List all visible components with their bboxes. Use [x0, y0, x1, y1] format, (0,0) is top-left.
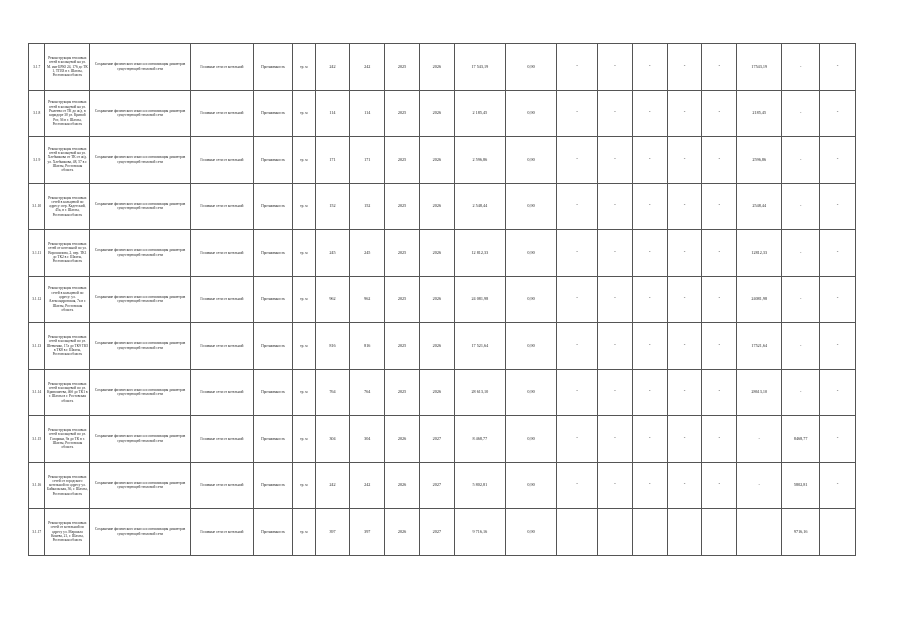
- value-after: 242: [350, 44, 385, 91]
- year-cost-4: -: [667, 462, 702, 509]
- row-number: 3.1.16: [29, 462, 45, 509]
- year-cost-3: -: [632, 137, 667, 184]
- table-row: [29, 183, 856, 230]
- object-name: Реконструкция тепловых сетей в кольцевой на ул. Рылеева от ТК до ж/д. в коридоре 30 ул. Кривой Рог, 36 в г. Шахты, Ростовская область: [45, 90, 90, 137]
- start-year: 2026: [385, 462, 420, 509]
- year-cost-3: -: [632, 230, 667, 277]
- year-cost-4: [667, 509, 702, 556]
- year-cost-5: -: [702, 183, 737, 230]
- year-cost-5: -: [702, 44, 737, 91]
- year-cost-3: -: [632, 369, 667, 416]
- document-sheet: [28, 43, 856, 555]
- network-type: Головные сети от котельной: [190, 183, 253, 230]
- value-after: 114: [350, 90, 385, 137]
- total-cost: 2 185,45: [454, 90, 505, 137]
- year-cost-5: -: [702, 323, 737, 370]
- year-cost-6: 12812,33: [737, 230, 782, 277]
- value-after: 764: [350, 369, 385, 416]
- year-cost-5: -: [702, 416, 737, 463]
- year-cost-3: [632, 509, 667, 556]
- year-cost-2: [598, 509, 633, 556]
- year-cost-7: -: [782, 323, 820, 370]
- value-before: 245: [315, 230, 350, 277]
- value-after: 397: [350, 509, 385, 556]
- total-cost: 9 716,16: [454, 509, 505, 556]
- coefficient: 0,90: [505, 323, 556, 370]
- investment-table: [28, 43, 856, 556]
- network-type: Головные сети от котельной: [190, 462, 253, 509]
- end-year: 2026: [419, 323, 454, 370]
- value-after: 816: [350, 323, 385, 370]
- table-row: [29, 90, 856, 137]
- object-purpose: Сохранение физического износа и оптимизация диаметров существующей тепловой сети: [90, 44, 190, 91]
- year-cost-2: -: [598, 416, 633, 463]
- unit: тр. м: [293, 323, 316, 370]
- object-purpose: Сохранение физического износа и оптимизация диаметров существующей тепловой сети: [90, 323, 190, 370]
- object-purpose: Сохранение физического износа и оптимизация диаметров существующей тепловой сети: [90, 137, 190, 184]
- unit: тр. м: [293, 276, 316, 323]
- end-year: 2026: [419, 276, 454, 323]
- row-number: 3.1.13: [29, 323, 45, 370]
- object-purpose: Сохранение физического износа и оптимизация диаметров существующей тепловой сети: [90, 369, 190, 416]
- network-type: Головные сети от котельной: [190, 416, 253, 463]
- end-year: 2026: [419, 90, 454, 137]
- coefficient: 0,90: [505, 369, 556, 416]
- coefficient: 0,90: [505, 183, 556, 230]
- object-purpose: Сохранение физического износа и оптимизация диаметров существующей тепловой сети: [90, 462, 190, 509]
- object-name: Реконструкция тепловых сетей от котельной по ул. Ворошилова, 2, пер. ТК1 до ТК2 в г. Шахты, Ростовская область: [45, 230, 90, 277]
- coefficient: 0,90: [505, 276, 556, 323]
- start-year: 2026: [385, 416, 420, 463]
- coefficient: 0,90: [505, 90, 556, 137]
- value-before: 816: [315, 323, 350, 370]
- year-cost-7: -: [782, 90, 820, 137]
- parameter: Протяженность: [254, 276, 293, 323]
- year-cost-7: -: [782, 276, 820, 323]
- value-before: 171: [315, 137, 350, 184]
- year-cost-8: -: [820, 44, 856, 91]
- end-year: 2026: [419, 369, 454, 416]
- parameter: Протяженность: [254, 44, 293, 91]
- value-after: 152: [350, 183, 385, 230]
- year-cost-2: -: [598, 323, 633, 370]
- coefficient: 0,90: [505, 416, 556, 463]
- value-before: 114: [315, 90, 350, 137]
- year-cost-3: -: [632, 44, 667, 91]
- year-cost-4: -: [667, 44, 702, 91]
- year-cost-8: -: [820, 183, 856, 230]
- start-year: 2025: [385, 137, 420, 184]
- year-cost-7: 9716,16: [782, 509, 820, 556]
- table-row: [29, 323, 856, 370]
- unit: тр. м: [293, 183, 316, 230]
- unit: тр. м: [293, 137, 316, 184]
- year-cost-5: -: [702, 230, 737, 277]
- total-cost: 17 521,64: [454, 323, 505, 370]
- year-cost-6: 2548,44: [737, 183, 782, 230]
- value-before: 304: [315, 416, 350, 463]
- year-cost-3: -: [632, 183, 667, 230]
- parameter: Протяженность: [254, 137, 293, 184]
- coefficient: 0,90: [505, 137, 556, 184]
- year-cost-8: -: [820, 90, 856, 137]
- object-purpose: Сохранение физического износа и оптимизация диаметров существующей тепловой сети: [90, 90, 190, 137]
- year-cost-1: -: [557, 230, 598, 277]
- parameter: Протяженность: [254, 323, 293, 370]
- network-type: Головные сети от котельной: [190, 276, 253, 323]
- end-year: 2026: [419, 137, 454, 184]
- network-type: Головные сети от котельной: [190, 137, 253, 184]
- table-row: [29, 230, 856, 277]
- unit: тр. м: [293, 44, 316, 91]
- year-cost-7: -: [782, 137, 820, 184]
- year-cost-6: 2185,45: [737, 90, 782, 137]
- end-year: 2027: [419, 416, 454, 463]
- object-name: Реконструкция тепловых сетей в кольцевой на ул. М. инт БРЮ 24, 176 до ТК 1, ТПЗЗ в г. Шахты, Ростовская область: [45, 44, 90, 91]
- year-cost-1: -: [557, 416, 598, 463]
- table-row: [29, 276, 856, 323]
- year-cost-8: -: [820, 276, 856, 323]
- total-cost: 12 812,33: [454, 230, 505, 277]
- parameter: Протяженность: [254, 183, 293, 230]
- row-number: 3.1.11: [29, 230, 45, 277]
- network-type: Головные сети от котельной: [190, 509, 253, 556]
- year-cost-1: -: [557, 323, 598, 370]
- table-row: [29, 137, 856, 184]
- start-year: 2025: [385, 90, 420, 137]
- total-cost: 28 613,10: [454, 369, 505, 416]
- unit: тр. м: [293, 509, 316, 556]
- year-cost-6: 2596,86: [737, 137, 782, 184]
- year-cost-2: -: [598, 90, 633, 137]
- start-year: 2025: [385, 230, 420, 277]
- year-cost-2: -: [598, 44, 633, 91]
- object-name: Реконструкция тепловых сетей от котельной по адресу ул. Маршала Конева, 21, г. Шахты, Ростовская область: [45, 509, 90, 556]
- network-type: Головные сети от котельной: [190, 323, 253, 370]
- coefficient: 0,90: [505, 509, 556, 556]
- year-cost-2: -: [598, 462, 633, 509]
- year-cost-5: -: [702, 462, 737, 509]
- network-type: Головные сети от котельной: [190, 230, 253, 277]
- unit: тр. м: [293, 90, 316, 137]
- row-number: 3.1.14: [29, 369, 45, 416]
- year-cost-8: -: [820, 323, 856, 370]
- start-year: 2025: [385, 276, 420, 323]
- year-cost-1: -: [557, 462, 598, 509]
- parameter: Протяженность: [254, 462, 293, 509]
- object-purpose: Сохранение физического износа и оптимизация диаметров существующей тепловой сети: [90, 509, 190, 556]
- year-cost-6: 24081,98: [737, 276, 782, 323]
- object-purpose: Сохранение физического износа и оптимизация диаметров существующей тепловой сети: [90, 183, 190, 230]
- year-cost-4: -: [667, 276, 702, 323]
- object-name: Реконструкция тепловых сетей в кольцевой по ул. Кривошеева, 46б до ТК1 в г. Шахты в г. Ростовская область: [45, 369, 90, 416]
- year-cost-1: -: [557, 44, 598, 91]
- value-before: 242: [315, 44, 350, 91]
- year-cost-2: -: [598, 369, 633, 416]
- value-before: 764: [315, 369, 350, 416]
- value-before: 397: [315, 509, 350, 556]
- table-row: [29, 462, 856, 509]
- year-cost-3: -: [632, 323, 667, 370]
- object-purpose: Сохранение физического износа и оптимизация диаметров существующей тепловой сети: [90, 230, 190, 277]
- year-cost-3: -: [632, 276, 667, 323]
- year-cost-1: -: [557, 90, 598, 137]
- coefficient: 0,90: [505, 230, 556, 277]
- year-cost-8: [820, 509, 856, 556]
- object-name: Реконструкция тепловых сетей в кольцевой по ул. Гагарина, 9а до ТК в г. Шахты, Ростовская область: [45, 416, 90, 463]
- coefficient: 0,90: [505, 462, 556, 509]
- row-number: 3.1.15: [29, 416, 45, 463]
- network-type: Головные сети от котельной: [190, 44, 253, 91]
- object-name: Реконструкция тепловых сетей в кольцевой по адресу: ул. Александровская, 7а в г. Шахты, Ростовская область: [45, 276, 90, 323]
- total-cost: 24 081,98: [454, 276, 505, 323]
- year-cost-5: -: [702, 90, 737, 137]
- unit: тр. м: [293, 369, 316, 416]
- unit: тр. м: [293, 416, 316, 463]
- table-row: [29, 44, 856, 91]
- year-cost-3: -: [632, 90, 667, 137]
- value-after: 304: [350, 416, 385, 463]
- object-name: Реконструкция тепловых сетей в кольцевой на ул. Хлебникова от ТК от ж/д. ул. Хлебникова, 48, 57 в г. Шахты, Ростовская область: [45, 137, 90, 184]
- year-cost-7: -: [782, 44, 820, 91]
- object-purpose: Сохранение физического износа и оптимизация диаметров существующей тепловой сети: [90, 276, 190, 323]
- year-cost-4: -: [667, 323, 702, 370]
- end-year: 2027: [419, 509, 454, 556]
- year-cost-1: -: [557, 183, 598, 230]
- parameter: Протяженность: [254, 90, 293, 137]
- year-cost-6: 17521,64: [737, 323, 782, 370]
- unit: тр. м: [293, 230, 316, 277]
- year-cost-7: -: [782, 230, 820, 277]
- year-cost-6: 17543,19: [737, 44, 782, 91]
- start-year: 2025: [385, 183, 420, 230]
- value-after: 962: [350, 276, 385, 323]
- total-cost: 2 548,44: [454, 183, 505, 230]
- year-cost-6: 28613,10: [737, 369, 782, 416]
- year-cost-7: 8468,77: [782, 416, 820, 463]
- table-row: [29, 369, 856, 416]
- year-cost-8: -: [820, 137, 856, 184]
- year-cost-8: -: [820, 369, 856, 416]
- total-cost: 5 802,81: [454, 462, 505, 509]
- row-number: 3.1.9: [29, 137, 45, 184]
- year-cost-3: -: [632, 462, 667, 509]
- year-cost-1: [557, 509, 598, 556]
- year-cost-7: 5802,81: [782, 462, 820, 509]
- coefficient: 0,90: [505, 44, 556, 91]
- parameter: Протяженность: [254, 416, 293, 463]
- row-number: 3.1.7: [29, 44, 45, 91]
- year-cost-1: -: [557, 276, 598, 323]
- year-cost-8: -: [820, 230, 856, 277]
- value-after: 242: [350, 462, 385, 509]
- start-year: 2025: [385, 369, 420, 416]
- year-cost-2: -: [598, 230, 633, 277]
- value-before: 962: [315, 276, 350, 323]
- object-purpose: Сохранение физического износа и оптимизация диаметров существующей тепловой сети: [90, 416, 190, 463]
- year-cost-2: -: [598, 183, 633, 230]
- object-name: Реконструкция тепловых сетей в кольцевой по адресу: пер. Кадетский, 45а, в г. Шахты, Ростовская область: [45, 183, 90, 230]
- value-before: 152: [315, 183, 350, 230]
- end-year: 2026: [419, 44, 454, 91]
- year-cost-8: -: [820, 462, 856, 509]
- year-cost-4: -: [667, 416, 702, 463]
- network-type: Головные сети от котельной: [190, 369, 253, 416]
- row-number: 3.1.8: [29, 90, 45, 137]
- parameter: Протяженность: [254, 230, 293, 277]
- end-year: 2026: [419, 230, 454, 277]
- year-cost-2: -: [598, 137, 633, 184]
- year-cost-4: -: [667, 183, 702, 230]
- year-cost-1: -: [557, 369, 598, 416]
- total-cost: 8 468,77: [454, 416, 505, 463]
- year-cost-6: [737, 509, 782, 556]
- row-number: 3.1.10: [29, 183, 45, 230]
- year-cost-6: -: [737, 462, 782, 509]
- network-type: Головные сети от котельной: [190, 90, 253, 137]
- total-cost: 2 596,86: [454, 137, 505, 184]
- row-number: 3.1.17: [29, 509, 45, 556]
- year-cost-4: -: [667, 90, 702, 137]
- year-cost-7: -: [782, 369, 820, 416]
- object-name: Реконструкция тепловых сетей в кольцевой по ул. Шевченко, 17а до ТК9 ТК5 в ТК8 в г. Шахты, Ростовская область: [45, 323, 90, 370]
- total-cost: 17 543,19: [454, 44, 505, 91]
- start-year: 2026: [385, 509, 420, 556]
- year-cost-4: -: [667, 137, 702, 184]
- year-cost-8: -: [820, 416, 856, 463]
- year-cost-1: -: [557, 137, 598, 184]
- value-after: 245: [350, 230, 385, 277]
- end-year: 2027: [419, 462, 454, 509]
- unit: тр. м: [293, 462, 316, 509]
- year-cost-4: -: [667, 230, 702, 277]
- value-after: 171: [350, 137, 385, 184]
- year-cost-5: -: [702, 137, 737, 184]
- parameter: Протяженность: [254, 369, 293, 416]
- row-number: 3.1.12: [29, 276, 45, 323]
- object-name: Реконструкция тепловых сетей от городского котельной по адресу ул. Байкальская, 36, г. Шахты, Ростовская область: [45, 462, 90, 509]
- table-row: [29, 416, 856, 463]
- table-row: [29, 509, 856, 556]
- year-cost-3: -: [632, 416, 667, 463]
- year-cost-5: [702, 509, 737, 556]
- year-cost-5: -: [702, 276, 737, 323]
- year-cost-5: -: [702, 369, 737, 416]
- start-year: 2025: [385, 44, 420, 91]
- start-year: 2025: [385, 323, 420, 370]
- year-cost-4: -: [667, 369, 702, 416]
- year-cost-6: -: [737, 416, 782, 463]
- parameter: Протяженность: [254, 509, 293, 556]
- end-year: 2026: [419, 183, 454, 230]
- year-cost-2: -: [598, 276, 633, 323]
- year-cost-7: -: [782, 183, 820, 230]
- value-before: 242: [315, 462, 350, 509]
